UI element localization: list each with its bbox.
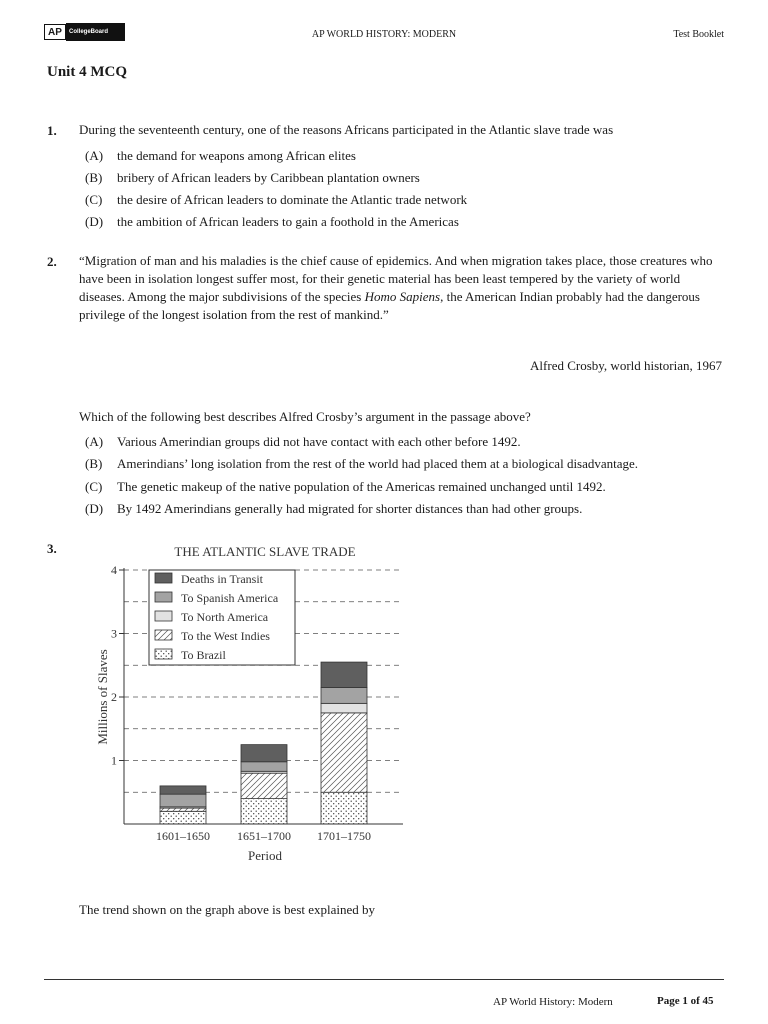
chart-title: THE ATLANTIC SLAVE TRADE xyxy=(174,544,356,559)
option-letter: (D) xyxy=(85,214,104,229)
question-1-number: 1. xyxy=(47,123,57,138)
legend-entry: To North America xyxy=(181,610,269,624)
y-tick-label: 2 xyxy=(111,690,117,704)
y-tick-label: 1 xyxy=(111,753,117,768)
legend-swatch xyxy=(155,592,172,602)
legend-entry: To Spanish America xyxy=(181,591,279,605)
option-letter: (B) xyxy=(85,170,103,185)
bar-segment xyxy=(241,762,287,772)
chart-x-axis-label: Period xyxy=(248,848,282,863)
bar-segment xyxy=(241,773,287,798)
y-tick-label: 4 xyxy=(111,563,117,577)
bar-segment xyxy=(241,799,287,824)
legend-entry: To Brazil xyxy=(181,648,226,662)
option-letter: (C) xyxy=(85,479,103,494)
chart-y-axis-label: Millions of Slaves xyxy=(95,649,110,745)
legend-swatch xyxy=(155,611,172,621)
collegeboard-logo-text: CollegeBoard xyxy=(66,23,125,41)
header-booklet-label: Test Booklet xyxy=(673,29,724,40)
option-text: the ambition of African leaders to gain a foothold in the Americas xyxy=(117,214,459,229)
bar-segment xyxy=(321,662,367,687)
quote-text-italic: Homo Sapiens xyxy=(364,289,441,304)
footer-page-number: Page 1 of 45 xyxy=(657,995,714,1007)
question-3-number: 3. xyxy=(47,541,57,556)
footer-divider xyxy=(44,979,724,980)
ap-logo-mark: AP xyxy=(44,24,66,40)
quote-text-part1: “Migration of man and his maladies is the chief cause of epidemics. And when migration takes place, those creatures who have been in isolation longest suffer most, for their genetic material has been least tempered by the variety of world diseases. Among the major subdivisions of the species xyxy=(79,253,713,304)
legend-swatch xyxy=(155,573,172,583)
option-text: bribery of African leaders by Caribbean plantation owners xyxy=(117,170,420,185)
bar-segment xyxy=(160,811,206,824)
page-title: Unit 4 MCQ xyxy=(47,64,127,80)
option-text: Amerindians’ long isolation from the rest of the world had placed them at a biological disadvantage. xyxy=(117,456,639,471)
bar-segment xyxy=(160,808,206,811)
footer-course-name: AP World History: Modern xyxy=(493,996,613,1008)
legend-entry: Deaths in Transit xyxy=(181,572,264,586)
question-2-number: 2. xyxy=(47,254,57,269)
x-tick-label: 1651–1700 xyxy=(237,829,291,843)
option-letter: (A) xyxy=(85,148,104,163)
bar-segment xyxy=(321,703,367,713)
x-tick-label: 1601–1650 xyxy=(156,829,210,843)
question-3-stem: The trend shown on the graph above is best explained by xyxy=(79,902,376,917)
bar-segment xyxy=(321,713,367,792)
question-1-stem: During the seventeenth century, one of the reasons Africans participated in the Atlantic slave trade was xyxy=(79,122,614,137)
legend-swatch xyxy=(155,630,172,640)
bar-segment xyxy=(160,794,206,807)
option-letter: (D) xyxy=(85,501,104,516)
option-text: the desire of African leaders to dominate the Atlantic trade network xyxy=(117,192,468,207)
option-text: The genetic makeup of the native population of the Americas remained unchanged until 1492. xyxy=(117,479,606,494)
legend-swatch xyxy=(155,649,172,659)
option-text: By 1492 Amerindians generally had migrated for shorter distances than had other groups. xyxy=(117,501,583,516)
y-tick-label: 3 xyxy=(111,626,117,641)
chart-bars xyxy=(160,662,367,824)
option-text: the demand for weapons among African elites xyxy=(117,148,356,163)
header-course-title: AP WORLD HISTORY: MODERN xyxy=(311,29,457,40)
question-2-citation: Alfred Crosby, world historian, 1967 xyxy=(530,358,722,373)
chart-legend xyxy=(149,570,295,665)
option-letter: (B) xyxy=(85,456,103,471)
question-2-stem: Which of the following best describes Alfred Crosby’s argument in the passage above? xyxy=(79,409,531,424)
x-tick-label: 1701–1750 xyxy=(317,829,371,843)
option-letter: (C) xyxy=(85,192,103,207)
option-text: Various Amerindian groups did not have contact with each other before 1492. xyxy=(117,434,521,449)
option-letter: (A) xyxy=(85,434,104,449)
bar-segment xyxy=(321,687,367,703)
bar-segment xyxy=(321,792,367,824)
legend-entry: To the West Indies xyxy=(181,629,270,643)
bar-segment xyxy=(160,786,206,794)
quote-text-part2: , the American Indian probably had the dangerous privilege of the longest isolation from the rest of mankind.” xyxy=(79,289,700,322)
bar-segment xyxy=(241,745,287,762)
